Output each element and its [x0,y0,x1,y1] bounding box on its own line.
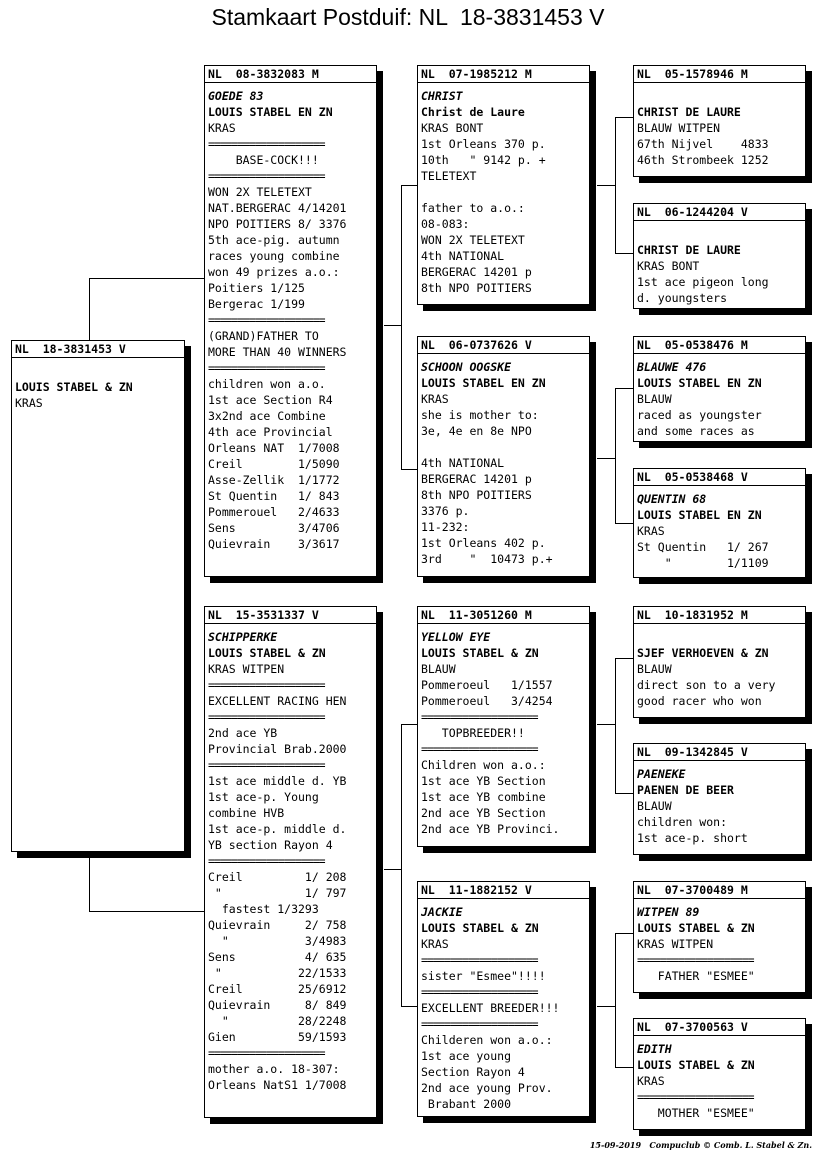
info-line: WON 2X TELETEXT [421,233,525,247]
info-line: KRAS WITPEN [637,937,714,951]
info-line: Quievrain 8/ 849 [208,998,347,1012]
info-line: " 1/ 797 [208,886,347,900]
info-line: 5th ace-pig. autumn [208,233,340,247]
connector-line [401,724,402,1007]
info-line: 2nd ace YB [208,726,278,740]
separator-line: ==================== [208,710,325,724]
connector-line [615,1067,633,1068]
info-line: 2nd ace YB Section [421,806,546,820]
info-line: (GRAND)FATHER TO [208,329,319,343]
info-line: 8th NPO POITIERS [421,281,532,295]
connector-line [615,793,633,794]
info-line: MOTHER "ESMEE" [637,1106,755,1120]
separator-line: ==================== [421,742,538,756]
connector-line [597,458,615,459]
ring-number: NL 08-3832083 M [205,66,376,83]
pigeon-name: YELLOW EYE [421,630,491,644]
info-line: 2nd ace young Prov. [421,1081,553,1095]
card-body [418,354,589,567]
info-line: EXCELLENT RACING HEN [208,694,347,708]
info-line: KRAS [637,1074,665,1088]
card-body [634,83,805,168]
info-line: KRAS [15,396,43,410]
card-sire-sire-sire [633,65,806,177]
info-line: St Quentin 1/ 843 [208,489,340,503]
separator-line: ==================== [208,361,325,375]
breeder-name: LOUIS STABEL & ZN [15,380,133,394]
card-sire-sire-dam [633,203,806,309]
info-line: Poitiers 1/125 [208,281,305,295]
breeder-name: CHRIST DE LAURE [637,243,741,257]
info-line: raced as youngster [637,408,762,422]
info-line: BLAUW [637,799,672,813]
info-line: direct son to a very [637,678,776,692]
connector-line [89,278,204,279]
info-line: KRAS [421,392,449,406]
pigeon-name: GOEDE 83 [208,89,264,103]
info-line: " 22/1533 [208,966,347,980]
info-line: Quievrain 3/3617 [208,537,340,551]
info-line: KRAS [637,524,665,538]
info-line: WON 2X TELETEXT [208,185,312,199]
separator-line: ==================== [208,169,325,183]
info-line: won 49 prizes a.o.: [208,265,340,279]
info-line: 67th Nijvel 4833 [637,137,769,151]
ring-number: NL 06-1244204 V [634,204,805,221]
connector-line [597,724,615,725]
info-line: BLAUW [421,662,456,676]
info-line: sister "Esmee"!!!! [421,969,546,983]
info-line: 1st ace Section R4 [208,393,333,407]
info-line: 3x2nd ace Combine [208,409,326,423]
info-line [637,88,805,104]
card-subject [11,340,185,852]
info-line: Childeren won a.o.: [421,1033,553,1047]
card-sire-dam [417,336,590,577]
card-body [634,1036,805,1121]
info-line: KRAS [208,121,236,135]
info-line: Gien 59/1593 [208,1030,347,1044]
separator-line: ==================== [421,1017,538,1031]
info-line: 1st ace middle d. YB [208,774,347,788]
info-line: 1st ace-p. Young [208,790,319,804]
info-line: Creil 25/6912 [208,982,347,996]
connector-line [89,911,204,912]
info-line: 08-083: [421,217,470,231]
connector-line [615,933,616,1068]
ring-number: NL 15-3531337 V [205,607,376,624]
pigeon-name: BLAUWE 476 [637,360,707,374]
info-line: BLAUW [637,662,672,676]
info-line: 3e, 4e en 8e NPO [421,424,532,438]
card-body [205,83,376,552]
info-line: d. youngsters [637,291,728,305]
info-line: fastest 1/3293 [208,902,319,916]
breeder-name: PAENEN DE BEER [637,783,734,797]
connector-line [401,185,417,186]
pigeon-name: WITPEN 89 [637,905,700,919]
ring-number: NL 11-3051260 M [418,607,589,624]
breeder-name: LOUIS STABEL EN ZN [637,508,762,522]
info-line: Pommeroeul 3/4254 [421,694,553,708]
info-line: BASE-COCK!!! [208,153,319,167]
connector-line [615,523,633,524]
info-line: mother a.o. 18-307: [208,1062,340,1076]
info-line: children won a.o. [208,377,326,391]
connector-line [401,469,417,470]
info-line: combine HVB [208,806,285,820]
info-line: 2nd ace YB Provinci. [421,822,560,836]
ring-number: NL 09-1342845 V [634,744,805,761]
info-line: Pommeroeul 1/1557 [421,678,553,692]
card-sire [204,65,377,577]
separator-line: ==================== [208,1046,325,1060]
pigeon-name: QUENTIN 68 [637,492,707,506]
info-line [637,629,805,645]
info-line: YB section Rayon 4 [208,838,333,852]
pigeon-name: PAENEKE [637,767,686,781]
card-body [634,899,805,984]
separator-line: ==================== [208,678,325,692]
card-body [418,624,589,837]
info-line: KRAS BONT [421,121,484,135]
card-dam [204,606,377,1118]
card-body [634,624,805,709]
info-line: Bergerac 1/199 [208,297,305,311]
separator-line: ==================== [208,137,325,151]
info-line: Asse-Zellik 1/1772 [208,473,340,487]
card-body [418,83,589,296]
breeder-name: LOUIS STABEL EN ZN [421,376,546,390]
connector-line [89,851,90,912]
info-line: 3376 p. [421,504,470,518]
ring-number: NL 07-1985212 M [418,66,589,83]
footer-credit: 15-09-2019 Compuclub © Comb. L. Stabel & Zn. [589,1140,812,1150]
info-line [421,184,589,200]
info-line: NPO POITIERS 8/ 3376 [208,217,347,231]
ring-number: NL 05-0538476 M [634,337,805,354]
info-line: 10th " 9142 p. + [421,153,546,167]
pigeon-name: EDITH [637,1042,672,1056]
connector-line [615,658,616,794]
info-line: Quievrain 2/ 758 [208,918,347,932]
breeder-name: LOUIS STABEL EN ZN [208,105,333,119]
pigeon-name: SCHOON OOGSKE [421,360,512,374]
info-line: 1st ace YB combine [421,790,546,804]
info-line: Sens 3/4706 [208,521,340,535]
connector-line [615,117,633,118]
separator-line: ==================== [208,854,325,868]
info-line: Creil 1/5090 [208,457,340,471]
info-line: children won: [637,815,728,829]
info-line: races young combine [208,249,340,263]
connector-line [401,724,417,725]
card-body [205,624,376,1093]
separator-line: ==================== [421,710,538,724]
info-line: she is mother to: [421,408,539,422]
card-body [418,899,589,1112]
info-line: MORE THAN 40 WINNERS [208,345,347,359]
breeder-name: LOUIS STABEL EN ZN [637,376,762,390]
separator-line: ==================== [208,313,325,327]
info-line: BERGERAC 14201 p [421,472,532,486]
info-line: Pommerouel 2/4633 [208,505,340,519]
breeder-name: LOUIS STABEL & ZN [637,1058,755,1072]
connector-line [597,1006,615,1007]
card-body [12,358,184,411]
breeder-name: SJEF VERHOEVEN & ZN [637,646,769,660]
connector-line [615,388,616,524]
card-dam-sire-sire [633,606,806,718]
card-body [634,486,805,571]
connector-line [615,658,633,659]
info-line: BLAUW WITPEN [637,121,721,135]
info-line: 1st ace young [421,1049,512,1063]
card-dam-dam [417,881,590,1117]
info-line: BLAUW [637,392,672,406]
info-line: 8th NPO POITIERS [421,488,532,502]
card-sire-dam-dam [633,468,806,578]
info-line: 1st ace-p. short [637,831,748,845]
info-line: St Quentin 1/ 267 [637,540,769,554]
connector-line [401,1006,417,1007]
card-dam-sire-dam [633,743,806,855]
separator-line: ==================== [637,1090,754,1104]
info-line: " 28/2248 [208,1014,347,1028]
connector-line [615,388,633,389]
separator-line: ==================== [421,985,538,999]
ring-number: NL 07-3700489 M [634,882,805,899]
info-line [421,439,589,455]
info-line: KRAS WITPEN [208,662,285,676]
card-sire-dam-sire [633,336,806,442]
separator-line: ==================== [637,953,754,967]
info-line: Provincial Brab.2000 [208,742,347,756]
card-body [634,354,805,439]
info-line: KRAS [421,937,449,951]
info-line: Brabant 2000 [421,1097,512,1111]
breeder-name: LOUIS STABEL & ZN [421,921,539,935]
connector-line [89,278,90,340]
card-body [634,221,805,306]
connector-line [384,869,401,870]
info-line: 1st ace YB Section [421,774,546,788]
info-line: 4th NATIONAL [421,456,505,470]
connector-line [401,185,402,470]
info-line: 3rd " 10473 p.+ [421,552,553,566]
info-line: good racer who won [637,694,762,708]
breeder-name: LOUIS STABEL & ZN [421,646,539,660]
info-line: TELETEXT [421,169,477,183]
info-line [637,226,805,242]
info-line: and some races as [637,424,755,438]
ring-number: NL 07-3700563 V [634,1019,805,1036]
ring-number: NL 11-1882152 V [418,882,589,899]
info-line: Children won a.o.: [421,758,546,772]
connector-line [384,325,401,326]
info-line: " 1/1109 [637,556,769,570]
info-line: NAT.BERGERAC 4/14201 [208,201,347,215]
info-line: BERGERAC 14201 p [421,265,532,279]
ring-number: NL 18-3831453 V [12,341,184,358]
breeder-name: LOUIS STABEL & ZN [637,921,755,935]
separator-line: ==================== [208,758,325,772]
card-dam-dam-sire [633,881,806,993]
card-dam-dam-dam [633,1018,806,1130]
info-line: Creil 1/ 208 [208,870,347,884]
ring-number: NL 06-0737626 V [418,337,589,354]
pigeon-name: CHRIST [421,89,463,103]
card-body [634,761,805,846]
breeder-name: Christ de Laure [421,105,525,119]
info-line: EXCELLENT BREEDER!!! [421,1001,560,1015]
connector-line [615,933,633,934]
page-title: Stamkaart Postduif: NL 18-3831453 V [211,4,605,30]
ring-number: NL 05-0538468 V [634,469,805,486]
info-line: 4th NATIONAL [421,249,505,263]
info-line: Sens 4/ 635 [208,950,347,964]
card-sire-sire [417,65,590,305]
info-line: 1st Orleans 402 p. [421,536,546,550]
card-dam-sire [417,606,590,847]
info-line: 1st Orleans 370 p. [421,137,546,151]
pigeon-name: SCHIPPERKE [208,630,278,644]
breeder-name: LOUIS STABEL & ZN [208,646,326,660]
info-line [15,363,184,379]
info-line: 11-232: [421,520,470,534]
info-line: KRAS BONT [637,259,700,273]
info-line: 1st ace pigeon long [637,275,769,289]
separator-line: ==================== [421,953,538,967]
info-line: 1st ace-p. middle d. [208,822,347,836]
info-line: Section Rayon 4 [421,1065,525,1079]
ring-number: NL 10-1831952 M [634,607,805,624]
connector-line [615,253,633,254]
info-line: 4th ace Provincial [208,425,333,439]
breeder-name: CHRIST DE LAURE [637,105,741,119]
connector-line [597,185,615,186]
info-line: TOPBREEDER!! [421,726,525,740]
info-line: 46th Strombeek 1252 [637,153,769,167]
ring-number: NL 05-1578946 M [634,66,805,83]
info-line: Orleans NAT 1/7008 [208,441,340,455]
connector-line [615,117,616,254]
info-line: FATHER "ESMEE" [637,969,755,983]
info-line: Orleans NatS1 1/7008 [208,1078,347,1092]
pigeon-name: JACKIE [421,905,463,919]
info-line: " 3/4983 [208,934,347,948]
info-line: father to a.o.: [421,201,525,215]
